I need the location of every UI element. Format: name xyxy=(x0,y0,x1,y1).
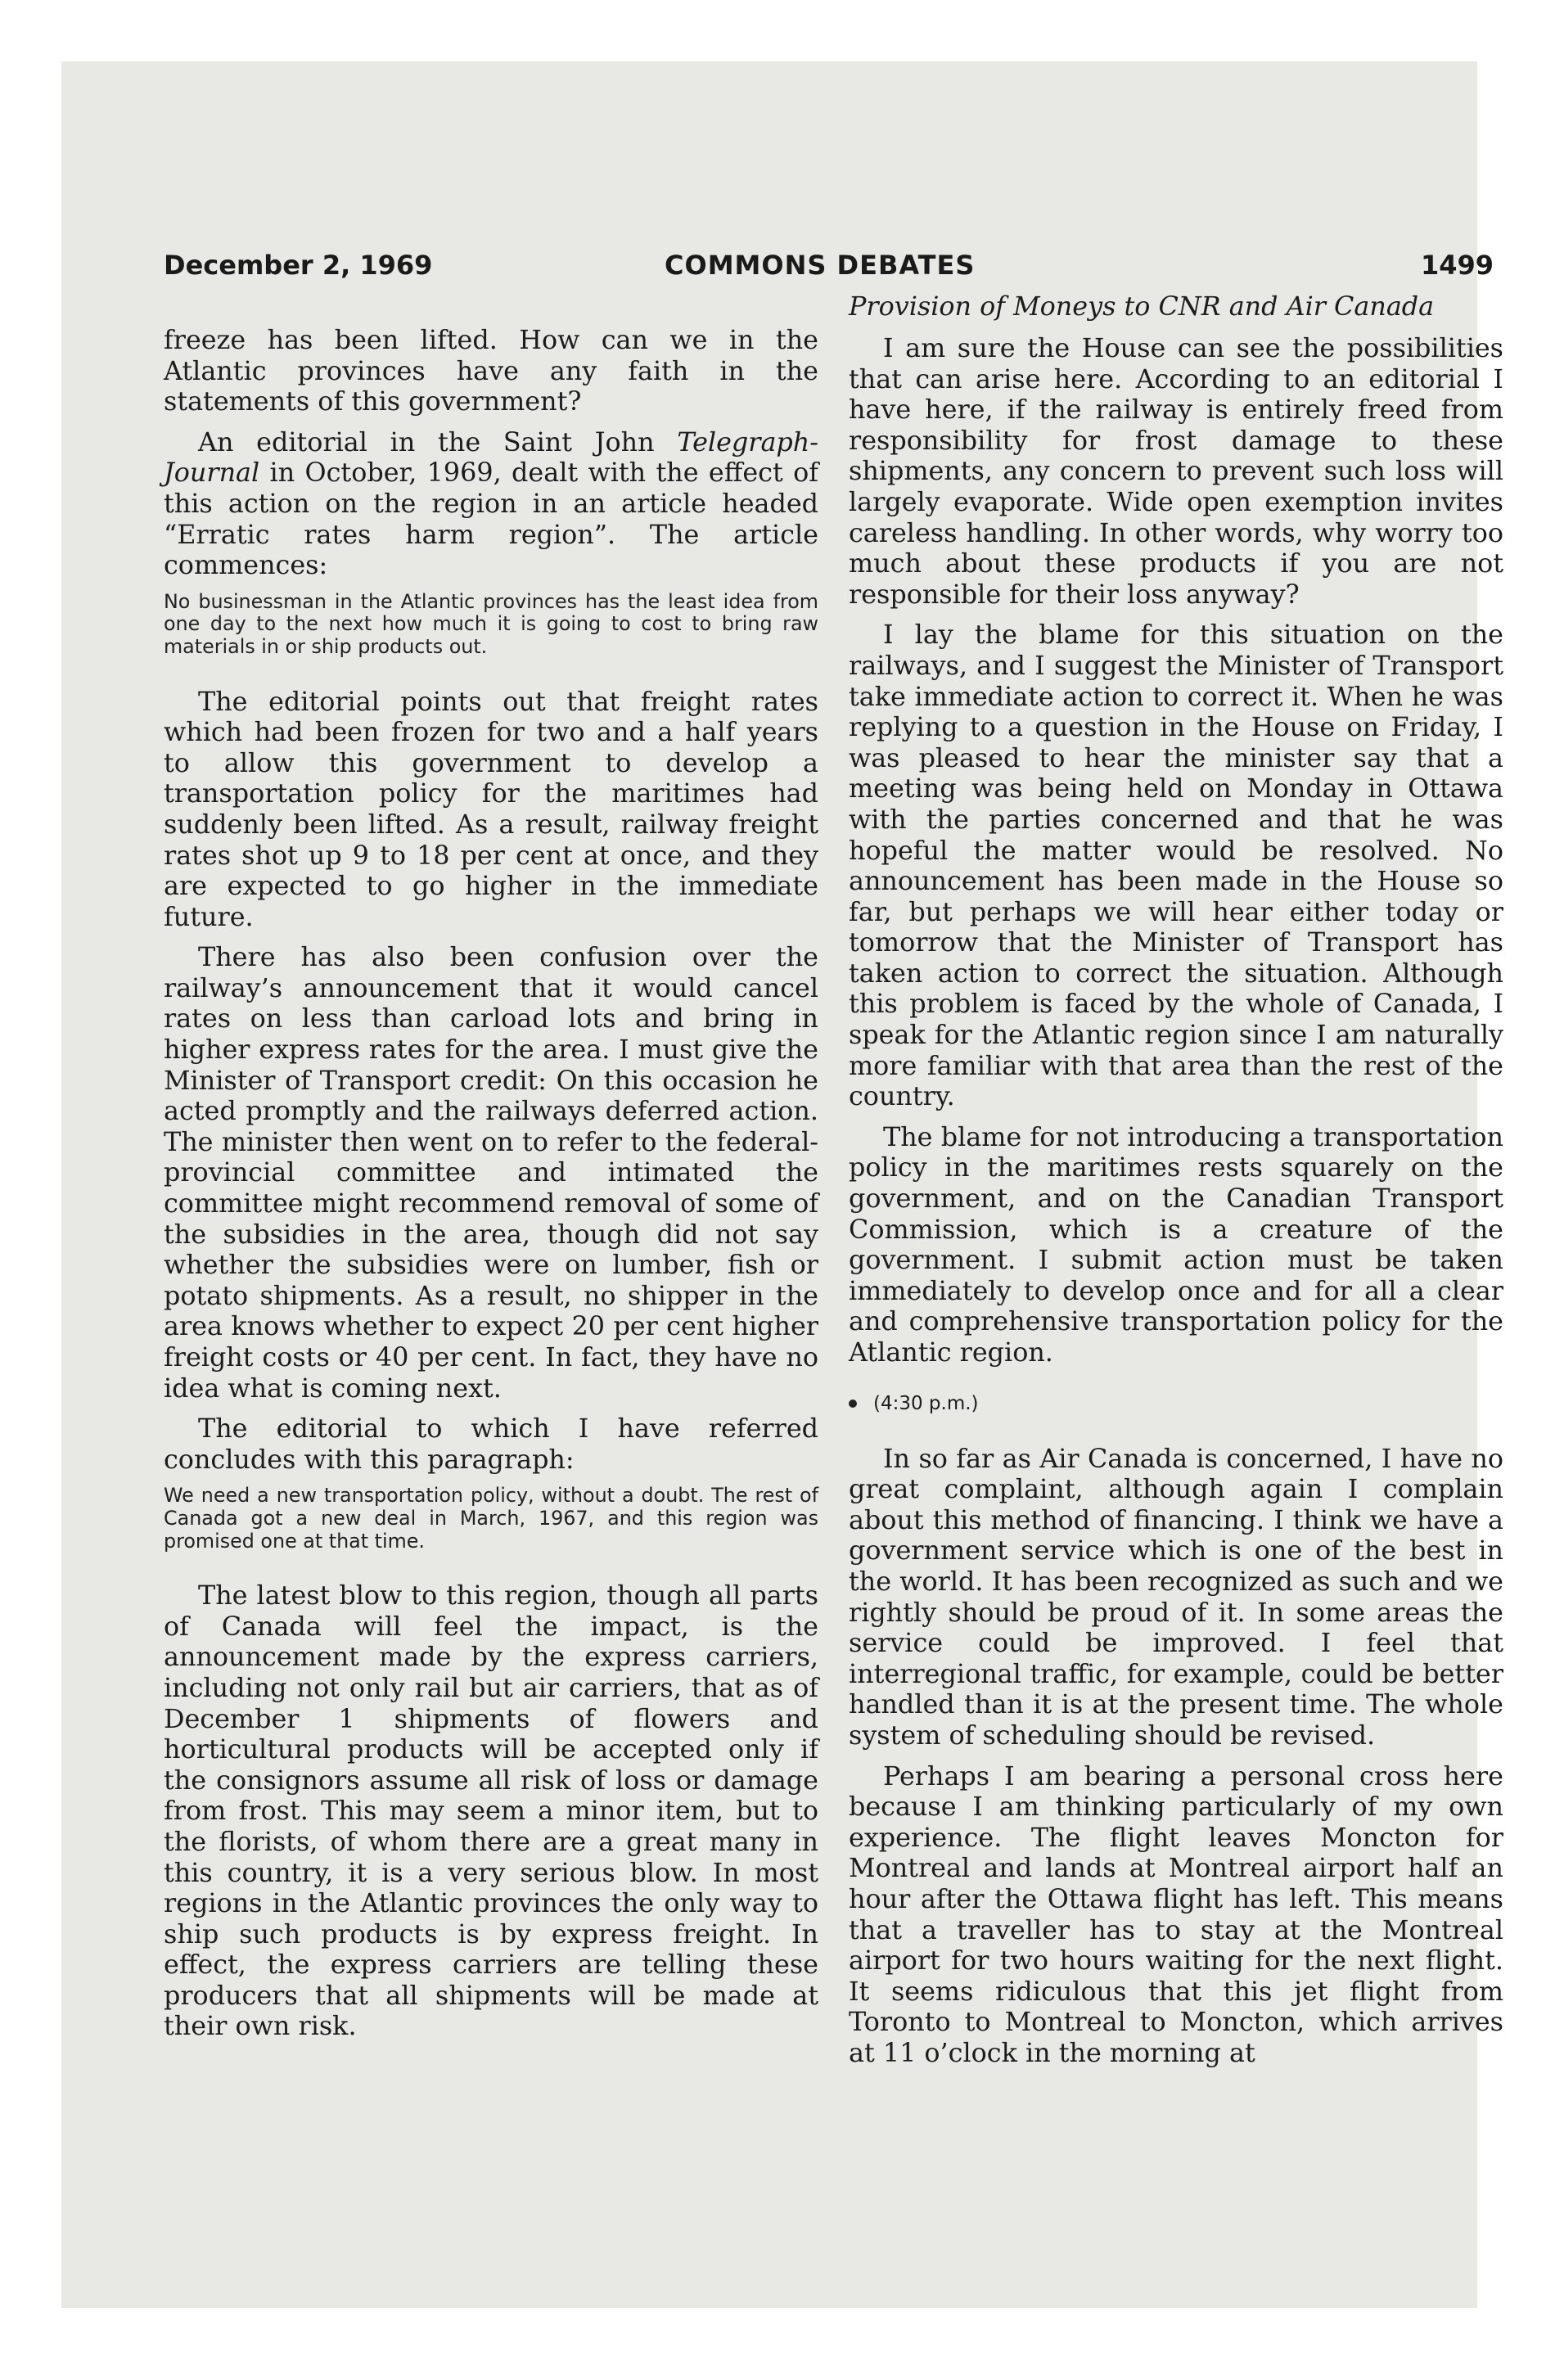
paragraph xyxy=(164,427,818,581)
paragraph: I lay the blame for this situation on the railways, and I suggest the Minister of Transport take immediate action to correct it. When he was replying to a question in the House on Friday, I was pleased to hear the minister say that a meeting was being held on Monday in Ottawa with the parties concerned and that he was hopeful the matter would be resolved. No announcement has been made in the House so far, but perhaps we will hear either today or tomorrow that the Minister of Transport has taken action to correct the situation. Although this problem is faced by the whole of Canada, I speak for the Atlantic region since I am naturally more familiar with that area than the rest of the country. xyxy=(849,620,1503,1112)
timestamp xyxy=(849,1393,1503,1414)
paragraph: There has also been confusion over the railway’s announcement that it would cancel rates on less than carload lots and bring in higher express rates for the area. I must give the Minister of Transport credit: On this occasion he acted promptly and the railways deferred action. The minister then went on to refer to the federal-provincial committee and intimated the committee might recommend removal of some of the subsidies in the area, though did not say whether the subsidies were on lumber, fish or potato shipments. As a result, no shipper in the area knows whether to expect 20 per cent higher freight costs or 40 per cent. In fact, they have no idea what is coming next. xyxy=(164,942,818,1404)
page-header xyxy=(164,250,1494,291)
left-column xyxy=(164,325,818,2052)
paragraph: In so far as Air Canada is concerned, I have no great complaint, although again I complain about this method of financing. I think we have a government service which is one of the best in the world. It has been recognized as such and we rightly should be proud of it. In some areas the service could be improved. I feel that interregional traffic, for example, could be better handled than it is at the present time. The whole system of scheduling should be revised. xyxy=(849,1443,1503,1751)
bullet-icon xyxy=(849,1400,857,1408)
paragraph: The editorial points out that freight rates which had been frozen for two and a half years to allow this government to develop a transportation policy for the maritimes had suddenly been lifted. As a result, railway freight rates shot up 9 to 18 per cent at once, and they are expected to go higher in the immediate future. xyxy=(164,686,818,932)
right-column xyxy=(849,291,1503,2078)
text-run: An editorial in the Saint John xyxy=(198,426,678,458)
block-quote: No businessman in the Atlantic provinces has the least idea from one day to the next how much it is going to cost to bring raw materials in or ship products out. xyxy=(164,589,818,658)
header-page-number: 1499 xyxy=(1420,250,1494,281)
block-quote: We need a new transportation policy, without a doubt. The rest of Canada got a new deal in March, 1967, and this region was promised one at that time. xyxy=(164,1484,818,1553)
paragraph: Perhaps I am bearing a personal cross here because I am thinking particularly of my own experience. The flight leaves Moncton for Montreal and lands at Montreal airport half an hour after the Ottawa flight has left. This means that a traveller has to stay at the Montreal airport for two hours waiting for the next flight. It seems ridiculous that this jet flight from Toronto to Montreal to Moncton, which arrives at 11 o’clock in the morning at xyxy=(849,1760,1503,2068)
newspaper-name: Telegraph-Journal xyxy=(164,426,818,489)
header-title: COMMONS DEBATES xyxy=(665,250,976,281)
page-sheet xyxy=(61,61,1503,2308)
paragraph: The editorial to which I have referred concludes with this paragraph: xyxy=(164,1413,818,1475)
running-subtitle: Provision of Moneys to CNR and Air Canada xyxy=(849,291,1435,322)
paragraph: The blame for not introducing a transportation policy in the maritimes rests squarely on the government, and on the Canadian Transport Commission, which is a creature of the government. I submit action must be taken immediately to develop once and for all a clear and comprehensive transportation policy for the Atlantic region. xyxy=(849,1121,1503,1368)
paragraph: The latest blow to this region, though all parts of Canada will feel the impact, is the announcement made by the express carriers, including not only rail but air carriers, that as of December 1 shipments of flowers and horticultural products will be accepted only if the consignors assume all risk of loss or damage from frost. This may seem a minor item, but to the florists, of whom there are a great many in this country, it is a very serious blow. In most regions in the Atlantic provinces the only way to ship such products is by express freight. In effect, the express carriers are telling these producers that all shipments will be made at their own risk. xyxy=(164,1580,818,2042)
paragraph: I am sure the House can see the possibilities that can arise here. According to an editorial I have here, if the railway is entirely freed from responsibility for frost damage to these shipments, any concern to prevent such loss will largely evaporate. Wide open exemption invites careless handling. In other words, why worry too much about these products if you are not responsible for their loss anyway? xyxy=(849,333,1503,610)
paragraph: freeze has been lifted. How can we in the Atlantic provinces have any faith in the statements of this government? xyxy=(164,325,818,417)
text-run: in October, 1969, dealt with the effect of this action on the region in an article headed “Erratic rates harm region”. The article commences: xyxy=(164,458,818,581)
timestamp-text: (4:30 p.m.) xyxy=(873,1392,979,1414)
header-date: December 2, 1969 xyxy=(164,250,433,281)
